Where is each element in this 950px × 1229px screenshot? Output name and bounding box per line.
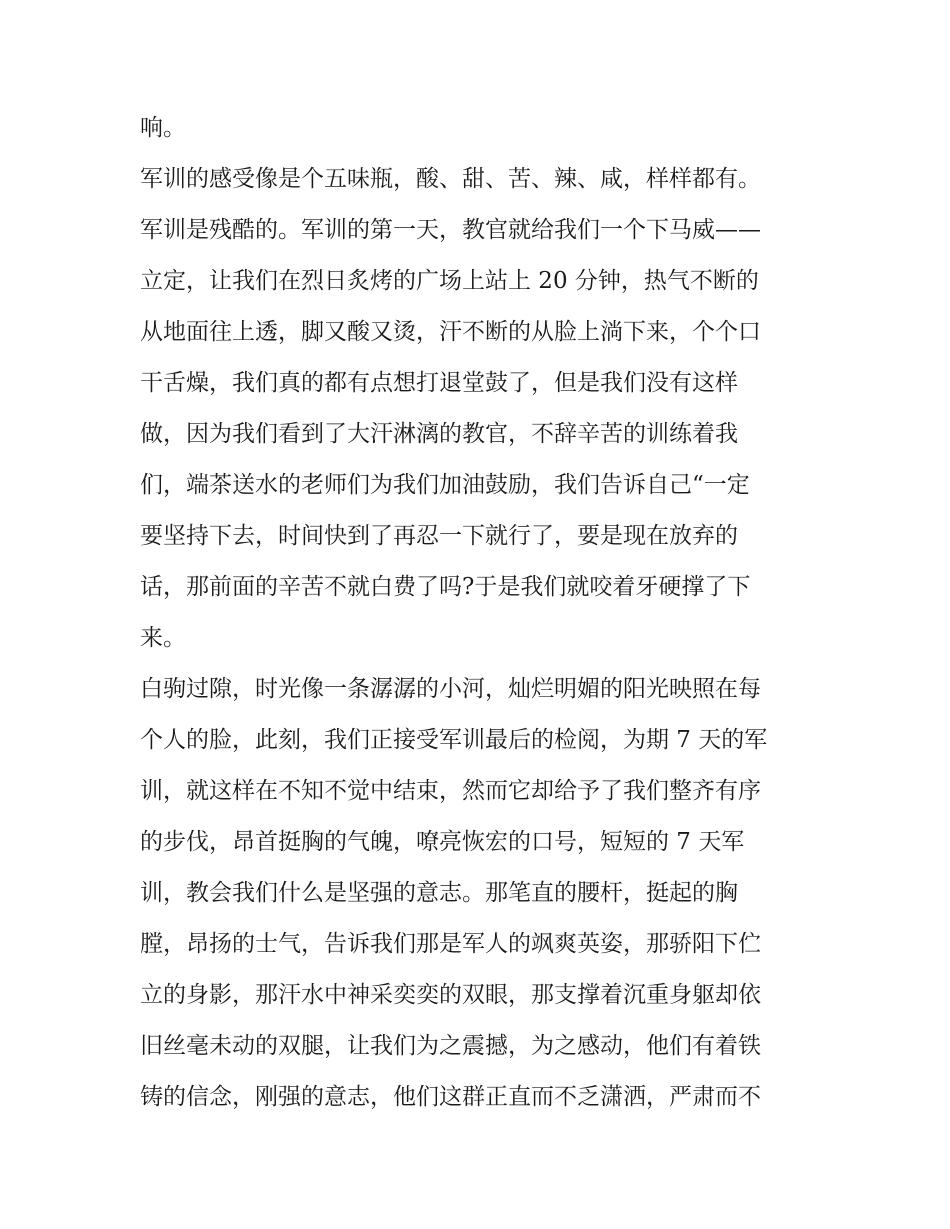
text-line: 白驹过隙，时光像一条潺潺的小河，灿烂明媚的阳光映照在每	[140, 676, 761, 702]
text-line: 的步伐，昂首挺胸的气魄，嘹亮恢宏的口号，短短的 7 天军	[140, 829, 745, 855]
text-line: 做，因为我们看到了大汗淋漓的教官，不辞辛苦的训练着我	[140, 421, 738, 447]
text-line: 们，端茶送水的老师们为我们加油鼓励，我们告诉自己“一定	[140, 472, 750, 498]
text-line: 训，教会我们什么是坚强的意志。那笔直的腰杆，挺起的胸	[140, 880, 738, 906]
text-line: 从地面往上透，脚又酸又烫，汗不断的从脸上淌下来，个个口	[140, 319, 761, 345]
text-line: 来。	[140, 625, 186, 651]
text-line: 军训的感受像是个五味瓶，酸、甜、苦、辣、咸，样样都有。	[140, 166, 761, 192]
text-line: 旧丝毫未动的双腿，让我们为之震撼，为之感动，他们有着铁	[140, 1033, 761, 1059]
text-line: 要坚持下去，时间快到了再忍一下就行了，要是现在放弃的	[140, 523, 738, 549]
text-line: 铸的信念，刚强的意志，他们这群正直而不乏潇洒，严肃而不	[140, 1084, 761, 1110]
text-line: 个人的脸，此刻，我们正接受军训最后的检阅，为期 7 天的军	[140, 727, 768, 753]
essay-text	[140, 103, 820, 1123]
text-line: 军训是残酷的。军训的第一天，教官就给我们一个下马威——	[140, 217, 761, 243]
text-line: 响。	[140, 115, 186, 141]
text-line: 立定，让我们在烈日炙烤的广场上站上 20 分钟，热气不断的	[140, 268, 759, 294]
text-line: 立的身影，那汗水中神采奕奕的双眼，那支撑着沉重身躯却依	[140, 982, 761, 1008]
text-line: 训，就这样在不知不觉中结束，然而它却给予了我们整齐有序	[140, 778, 761, 804]
text-line: 膛，昂扬的士气，告诉我们那是军人的飒爽英姿，那骄阳下伫	[140, 931, 761, 957]
text-line: 干舌燥，我们真的都有点想打退堂鼓了，但是我们没有这样	[140, 370, 738, 396]
text-line: 话，那前面的辛苦不就白费了吗?于是我们就咬着牙硬撑了下	[140, 574, 751, 600]
